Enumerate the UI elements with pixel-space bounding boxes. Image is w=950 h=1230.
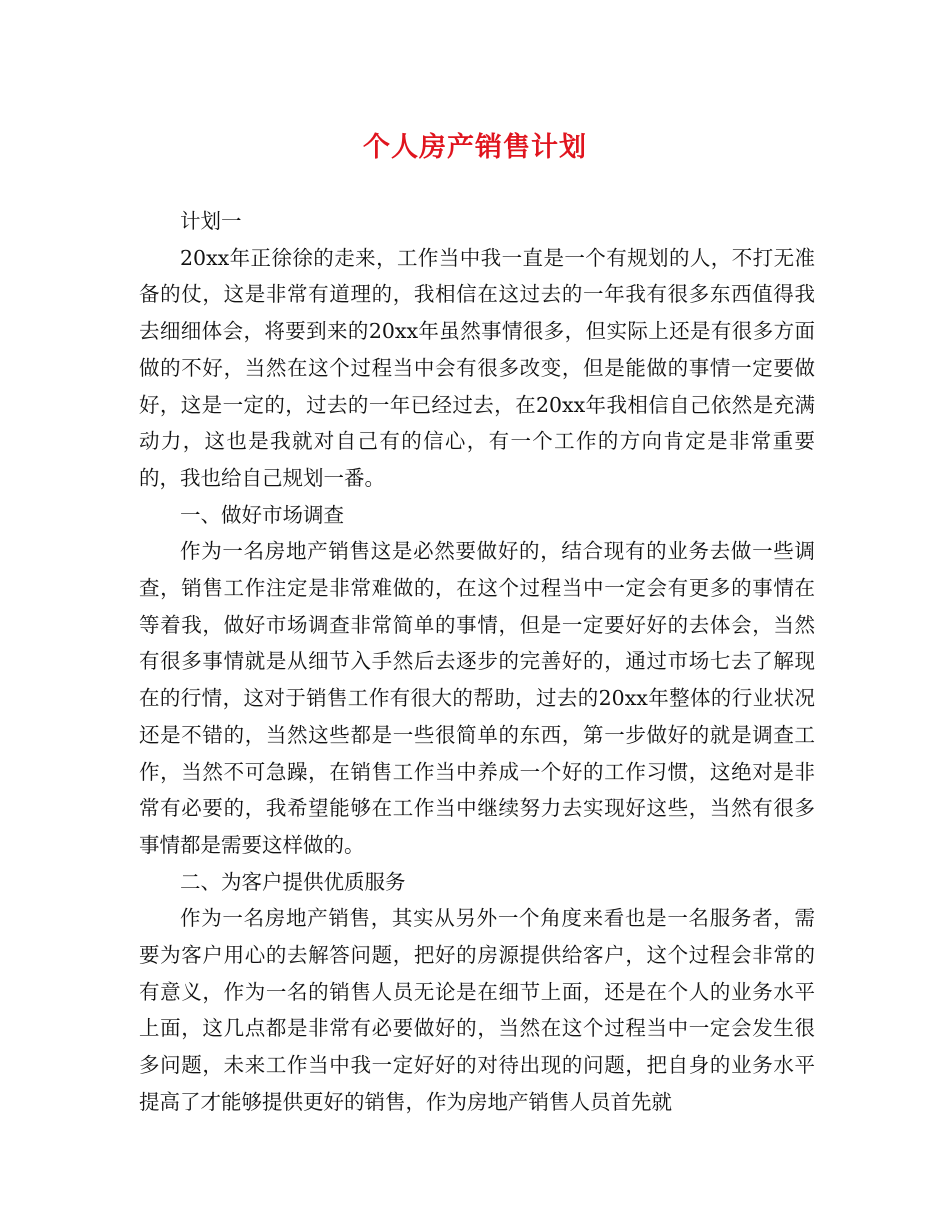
- market-research-paragraph: 作为一名房地产销售这是必然要做好的，结合现有的业务去做一些调查，销售工作注定是非常难做的，在这个过程当中一定会有更多的事情在等着我，做好市场调查非常简单的事情，但是一定要好好的去体会，当然有很多事情就是从细节入手然后去逐步的完善好的，通过市场七去了解现在的行情，这对于销售工作有很大的帮助，过去的20xx年整体的行业状况还是不错的，当然这些都是一些很简单的东西，第一步做好的就是调查工作，当然不可急躁，在销售工作当中养成一个好的工作习惯，这绝对是非常有必要的，我希望能够在工作当中继续努力去实现好这些，当然有很多事情都是需要这样做的。: [139, 539, 815, 857]
- plan-label: 计划一: [180, 209, 242, 233]
- section-heading-customer-service: 二、为客户提供优质服务: [180, 869, 406, 894]
- section-heading-market-research: 一、做好市场调查: [180, 502, 344, 527]
- intro-paragraph: 20xx年正徐徐的走来，工作当中我一直是一个有规划的人，不打无准备的仗，这是非常有道理的，我相信在这过去的一年我有很多东西值得我去细细体会，将要到来的20xx年虽然事情很多，但实际上还是有很多方面做的不好，当然在这个过程当中会有很多改变，但是能做的事情一定要做好，这是一定的，过去的一年已经过去，在20xx年我相信自己依然是充满动力，这也是我就对自己有的信心，有一个工作的方向肯定是非常重要的，我也给自己规划一番。: [139, 245, 815, 490]
- customer-service-paragraph: 作为一名房地产销售，其实从另外一个角度来看也是一名服务者，需要为客户用心的去解答问题，把好的房源提供给客户，这个过程会非常的有意义，作为一名的销售人员无论是在细节上面，还是在个人的业务水平上面，这几点都是非常有必要做好的，当然在这个过程当中一定会发生很多问题，未来工作当中我一定好好的对待出现的问题，把自身的业务水平提高了才能够提供更好的销售，作为房地产销售人员首先就: [139, 906, 815, 1114]
- document-body: [139, 203, 815, 1121]
- document-title: 个人房产销售计划: [363, 132, 587, 163]
